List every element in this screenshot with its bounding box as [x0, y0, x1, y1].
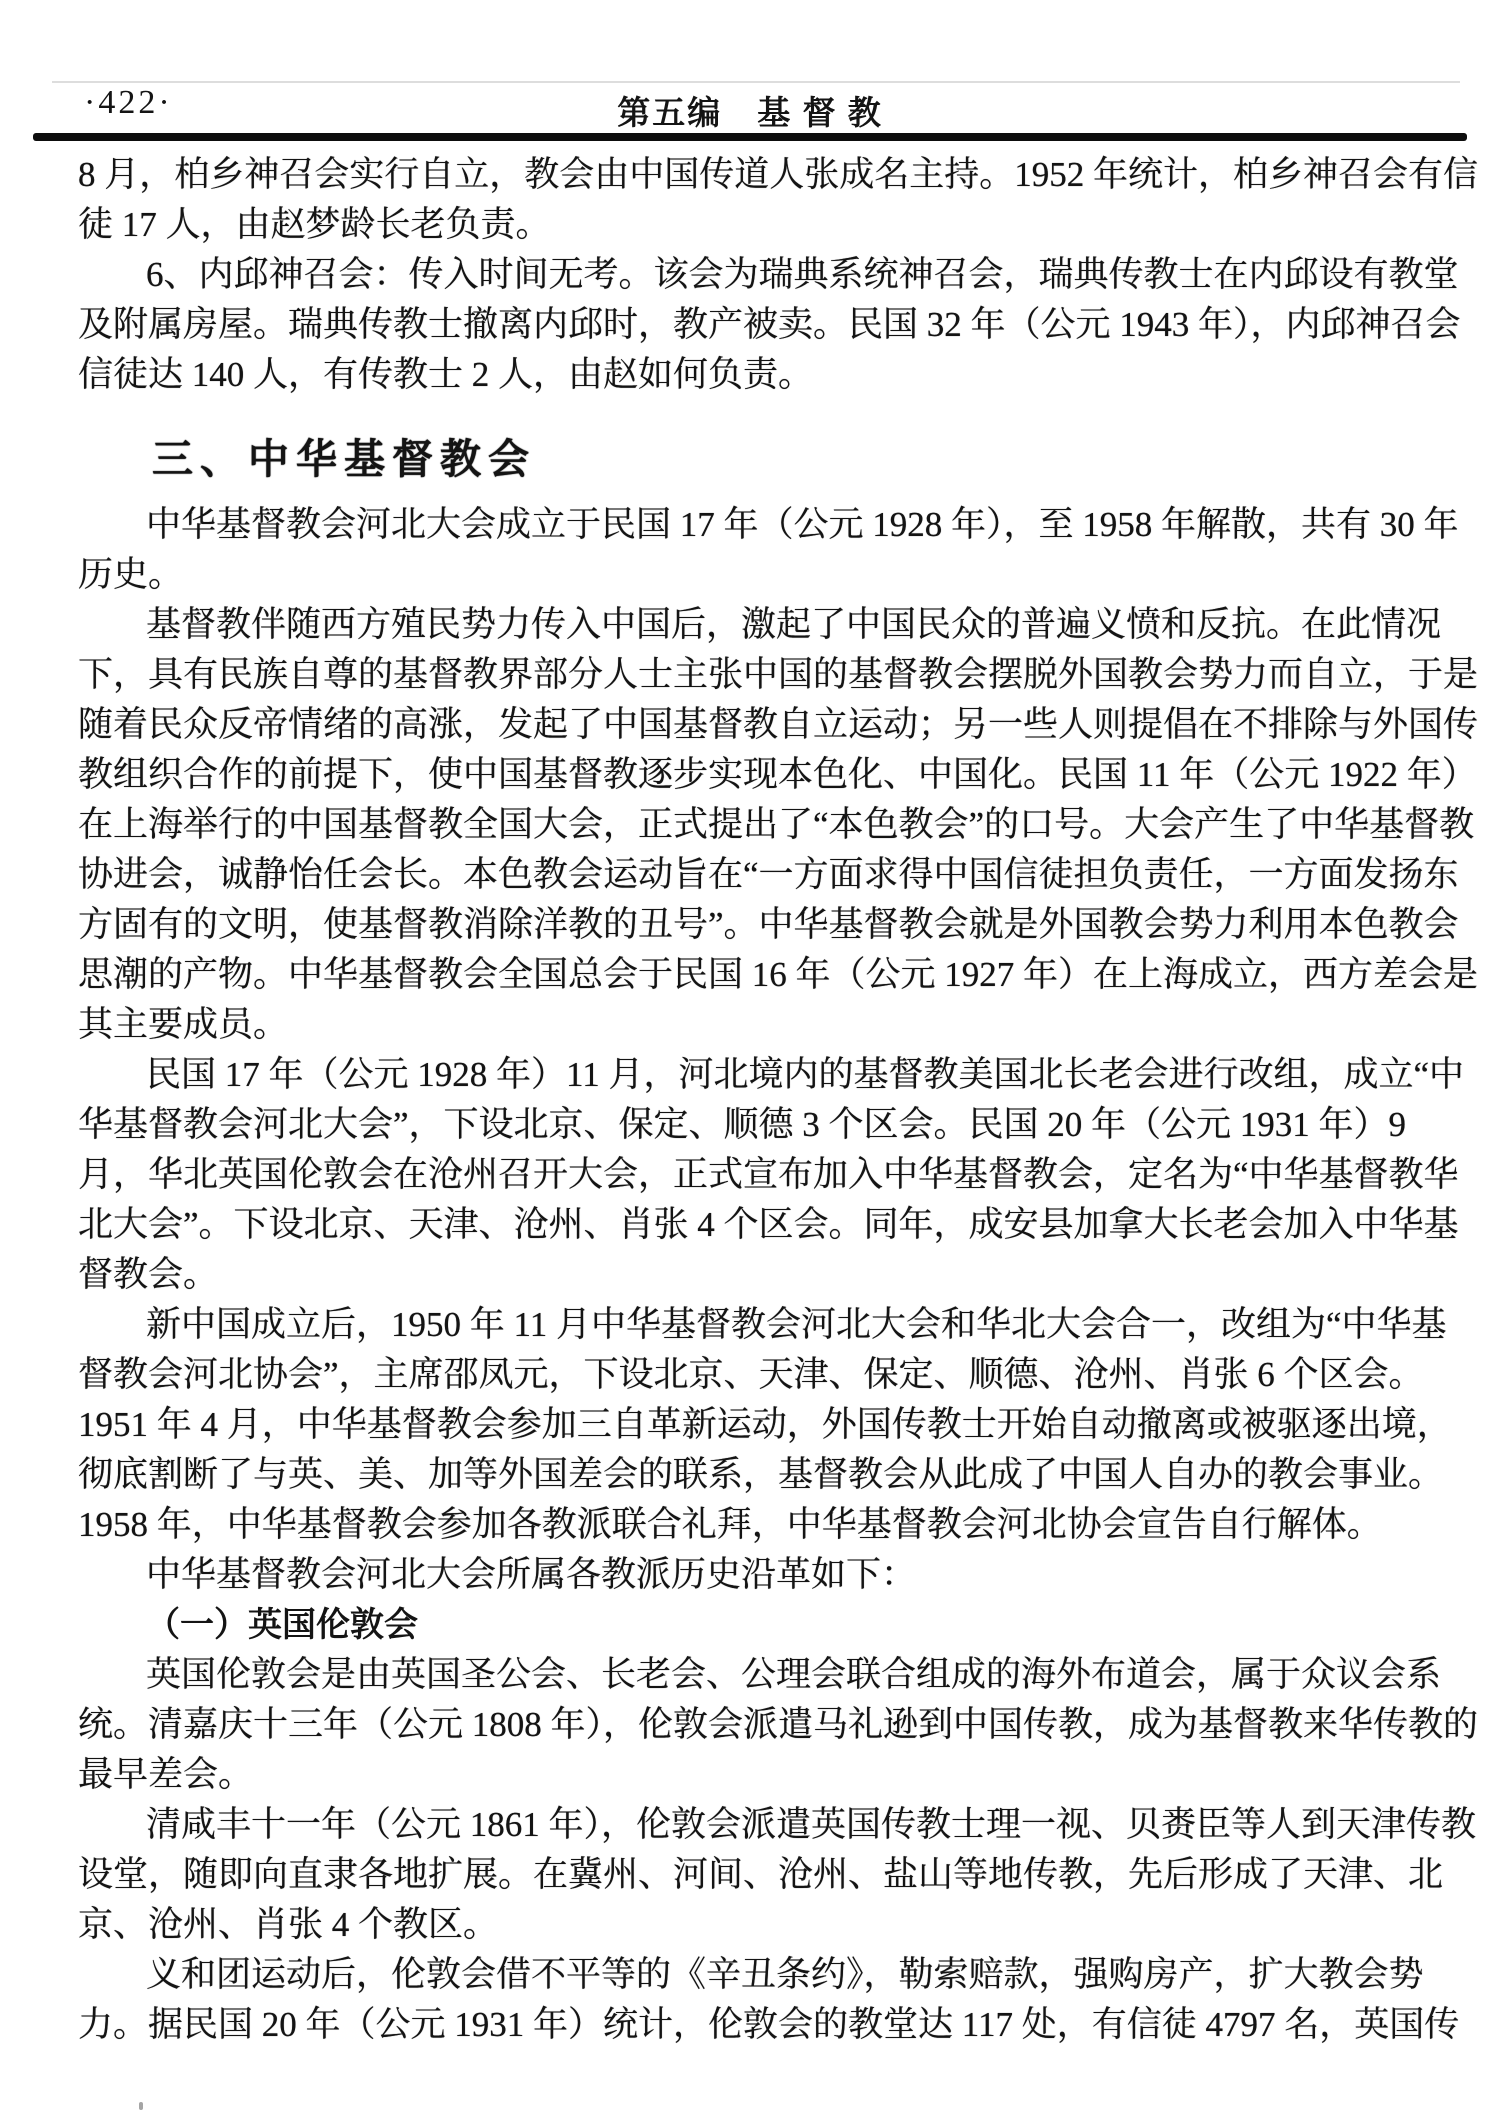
- text-line: 方固有的文明，使基督教消除洋教的丑号”。中华基督教会就是外国教会势力利用本色教会: [78, 905, 1459, 944]
- text-line: 新中国成立后，1950 年 11 月中华基督教会河北大会和华北大会合一，改组为“中华基: [146, 1305, 1447, 1344]
- text-line: 督教会河北协会”，主席邵凤元，下设北京、天津、保定、顺德、沧州、肖张 6 个区会。: [78, 1355, 1424, 1394]
- text-line: 基督教伴随西方殖民势力传入中国后，激起了中国民众的普遍义愤和反抗。在此情况: [146, 605, 1442, 644]
- scan-artifact-speck: [139, 2102, 143, 2110]
- text-line: 督教会。: [78, 1255, 219, 1294]
- text-line: 随着民众反帝情绪的高涨，发起了中国基督教自立运动；另一些人则提倡在不排除与外国传: [78, 705, 1479, 744]
- text-line: 信徒达 140 人，有传教士 2 人，由赵如何负责。: [78, 355, 814, 394]
- text-line: 1958 年，中华基督教会参加各教派联合礼拜，中华基督教会河北协会宣告自行解体。: [78, 1505, 1382, 1544]
- text-line: 民国 17 年（公元 1928 年）11 月，河北境内的基督教美国北长老会进行改组，成立“中: [146, 1055, 1464, 1094]
- text-line: 6、内邱神召会：传入时间无考。该会为瑞典系统神召会，瑞典传教士在内邱设有教堂: [146, 255, 1459, 294]
- text-line: 统。清嘉庆十三年（公元 1808 年），伦敦会派遣马礼逊到中国传教，成为基督教来华传教的: [78, 1705, 1479, 1744]
- text-line: 义和团运动后，伦敦会借不平等的《辛丑条约》，勒索赔款，强购房产，扩大教会势: [146, 1955, 1424, 1994]
- text-line: 清咸丰十一年（公元 1861 年），伦敦会派遣英国传教士理一视、贝赉臣等人到天津传教: [146, 1805, 1477, 1844]
- text-line: 其主要成员。: [78, 1005, 289, 1044]
- text-line: 月，华北英国伦敦会在沧州召开大会，正式宣布加入中华基督教会，定名为“中华基督教华: [78, 1155, 1459, 1194]
- text-line: 华基督教会河北大会”，下设北京、保定、顺德 3 个区会。民国 20 年（公元 1931 年）9: [78, 1105, 1407, 1144]
- text-line: 力。据民国 20 年（公元 1931 年）统计，伦敦会的教堂达 117 处，有信徒 4797 名，英国传: [78, 2005, 1460, 2044]
- running-header-title: 第五编 基 督 教: [617, 96, 883, 132]
- text-line: 在上海举行的中国基督教全国大会，正式提出了“本色教会”的口号。大会产生了中华基督教: [78, 805, 1475, 844]
- scan-artifact-line: [52, 81, 1460, 83]
- text-line: 最早差会。: [78, 1755, 254, 1794]
- text-line: 8 月，柏乡神召会实行自立，教会由中国传道人张成名主持。1952 年统计，柏乡神召会有信: [78, 155, 1479, 194]
- text-line: 京、沧州、肖张 4 个教区。: [78, 1905, 499, 1944]
- text-line: 中华基督教会河北大会所属各教派历史沿革如下：: [146, 1555, 917, 1594]
- text-line: 及附属房屋。瑞典传教士撤离内邱时，教产被卖。民国 32 年（公元 1943 年），内邱神召会: [78, 305, 1461, 344]
- text-line: 历史。: [78, 555, 184, 594]
- text-line: 教组织合作的前提下，使中国基督教逐步实现本色化、中国化。民国 11 年（公元 1922 年）: [78, 755, 1477, 794]
- text-line: 彻底割断了与英、美、加等外国差会的联系，基督教会从此成了中国人自办的教会事业。: [78, 1455, 1444, 1494]
- text-line: 英国伦敦会是由英国圣公会、长老会、公理会联合组成的海外布道会，属于众议会系: [146, 1655, 1442, 1694]
- text-line: 北大会”。下设北京、天津、沧州、肖张 4 个区会。同年，成安县加拿大长老会加入中华基: [78, 1205, 1459, 1244]
- text-line: 思潮的产物。中华基督教会全国总会于民国 16 年（公元 1927 年）在上海成立，西方差会是: [78, 955, 1479, 994]
- page-number: ·422·: [84, 84, 173, 121]
- text-line: 中华基督教会河北大会成立于民国 17 年（公元 1928 年），至 1958 年解散，共有 30 年: [146, 505, 1459, 544]
- subheading: （一）英国伦敦会: [146, 1606, 418, 1644]
- text-line: 协进会，诚静怡任会长。本色教会运动旨在“一方面求得中国信徒担负责任，一方面发扬东: [78, 855, 1459, 894]
- header-rule: [33, 133, 1467, 141]
- text-line: 下，具有民族自尊的基督教界部分人士主张中国的基督教会摆脱外国教会势力而自立，于是: [78, 655, 1479, 694]
- text-line: 徒 17 人，由赵梦龄长老负责。: [78, 205, 551, 244]
- text-block: [78, 150, 1479, 2050]
- text-line: 1951 年 4 月，中华基督教会参加三自革新运动，外国传教士开始自动撤离或被驱逐出境，: [78, 1405, 1452, 1444]
- section-heading: 三、中华基督教会: [152, 436, 536, 482]
- text-line: 设堂，随即向直隶各地扩展。在冀州、河间、沧州、盐山等地传教，先后形成了天津、北: [78, 1855, 1444, 1894]
